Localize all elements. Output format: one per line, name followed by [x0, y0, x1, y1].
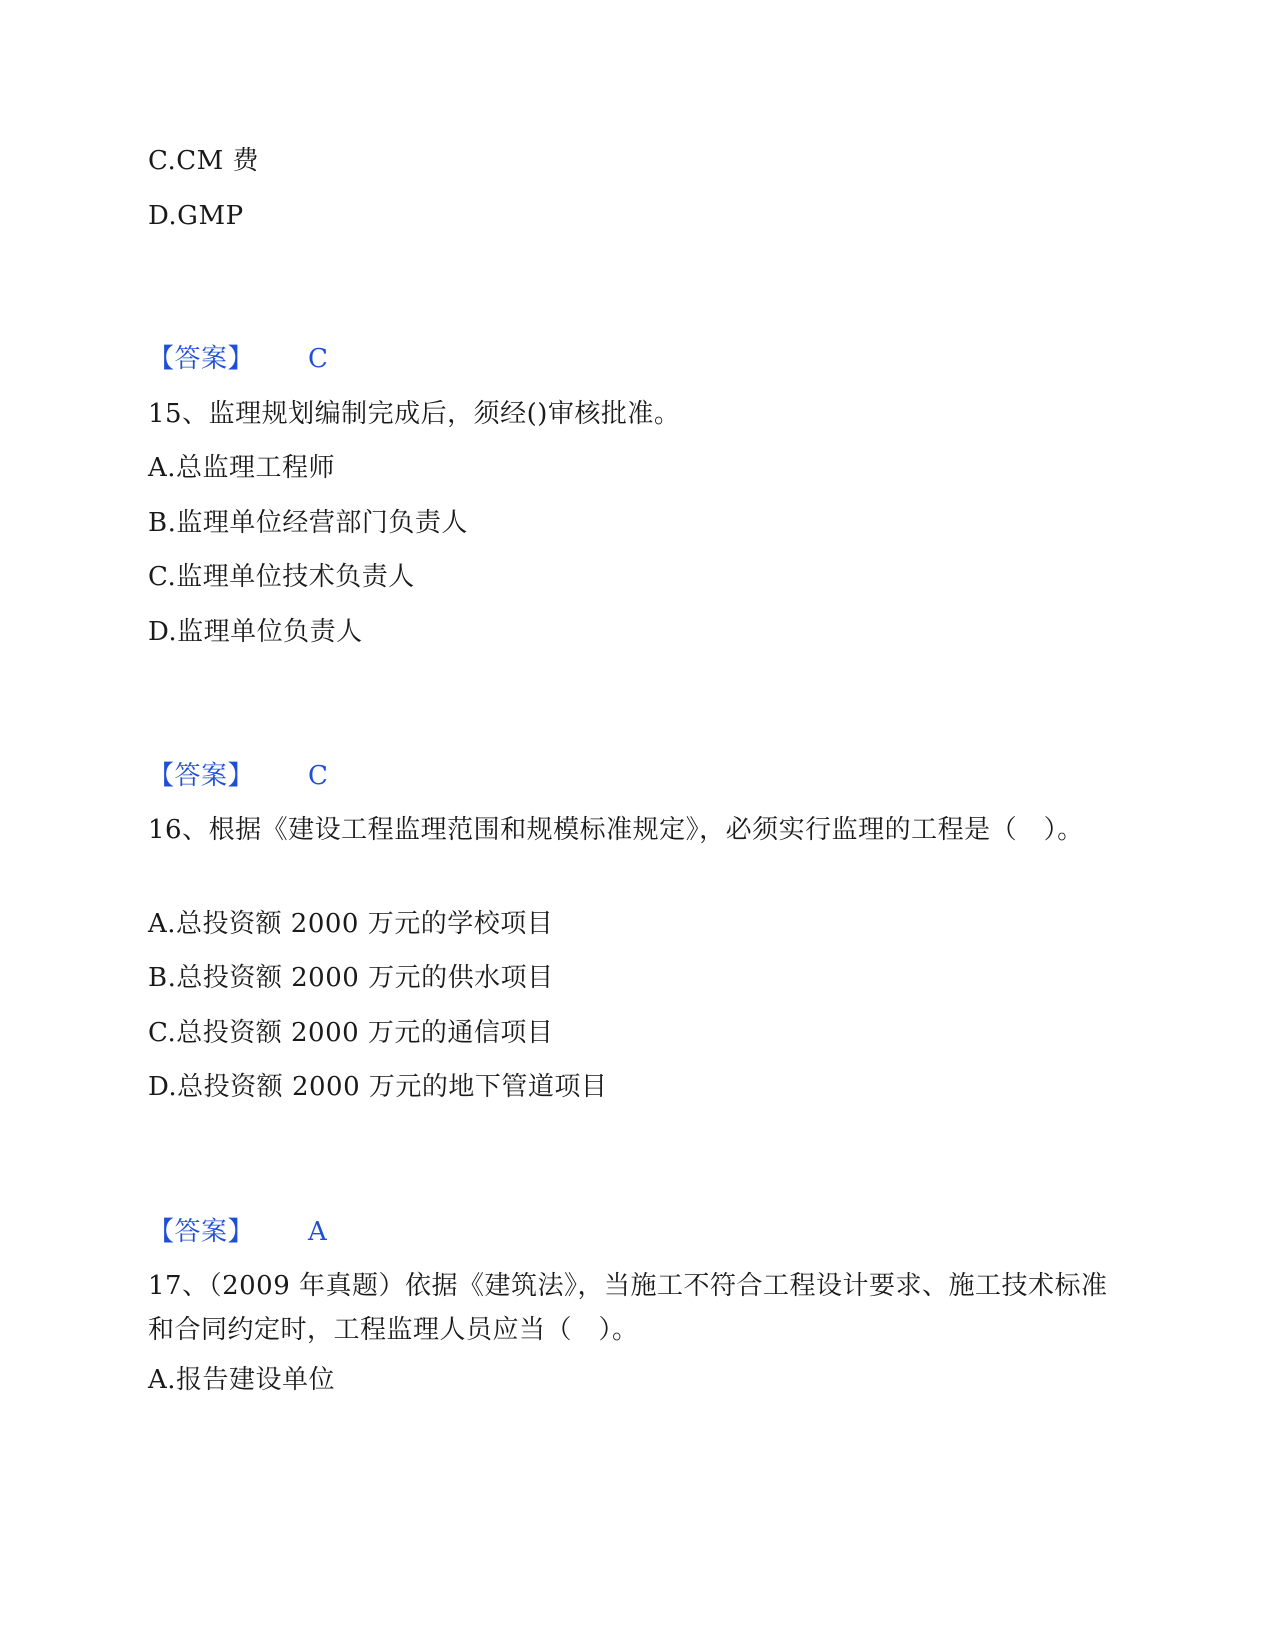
answer-value: C [308, 344, 329, 374]
q16-question: 16、根据《建设工程监理范围和规模标准规定》，必须实行监理的工程是（ ）。 [148, 815, 1084, 845]
q17-option-a: A.报告建设单位 [148, 1365, 336, 1395]
q15-option-b: B.监理单位经营部门负责人 [148, 508, 468, 538]
q17-question: 17、（2009 年真题）依据《建筑法》，当施工不符合工程设计要求、施工技术标准和合同约定时，工程监理人员应当（ ）。 [148, 1271, 1108, 1345]
q15-answer [148, 761, 328, 791]
q16-answer [148, 1217, 327, 1247]
q14-option-c: C.CM 费 [148, 146, 260, 176]
q15-option-a: A.总监理工程师 [148, 453, 336, 483]
q16-option-b: B.总投资额 2000 万元的供水项目 [148, 963, 554, 993]
q16-option-c: C.总投资额 2000 万元的通信项目 [148, 1018, 554, 1048]
q15-question: 15、监理规划编制完成后，须经()审核批准。 [148, 399, 681, 429]
answer-value: A [308, 1217, 328, 1247]
q14-option-d: D.GMP [148, 201, 244, 231]
answer-value: C [308, 761, 329, 791]
q15-option-d: D.监理单位负责人 [148, 617, 363, 647]
answer-label: 【答案】 [148, 761, 255, 791]
q15-option-c: C.监理单位技术负责人 [148, 562, 415, 592]
q14-answer [148, 344, 328, 374]
answer-label: 【答案】 [148, 344, 255, 374]
q16-option-d: D.总投资额 2000 万元的地下管道项目 [148, 1072, 608, 1102]
q16-option-a: A.总投资额 2000 万元的学校项目 [148, 909, 554, 939]
answer-label: 【答案】 [148, 1217, 255, 1247]
